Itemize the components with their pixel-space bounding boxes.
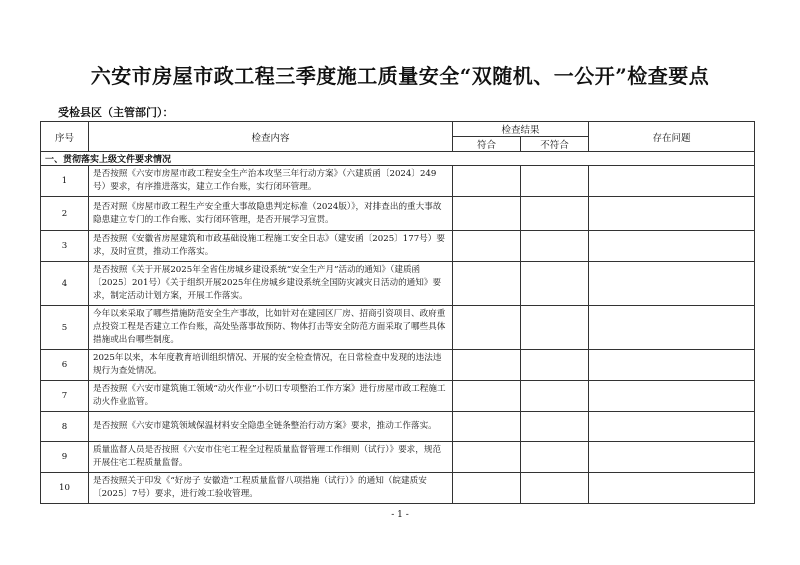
- table-row: [41, 231, 755, 262]
- issues-cell[interactable]: [589, 381, 755, 412]
- row-content: 是否按照关于印发《“好房子 安徽造”工程质量监督八项措施（试行）》的通知（皖建质安〔2025〕7号）要求，进行竣工验收管理。: [89, 473, 453, 504]
- row-number: 8: [41, 412, 89, 442]
- row-number: 9: [41, 442, 89, 473]
- conform-cell[interactable]: [453, 306, 521, 350]
- header-result: 检查结果: [453, 122, 589, 137]
- conform-cell[interactable]: [453, 473, 521, 504]
- nonconform-cell[interactable]: [521, 412, 589, 442]
- row-content: 是否按照《安徽省房屋建筑和市政基础设施工程施工安全日志》（建安函〔2025〕177号）要求，及时宣贯，推动工作落实。: [89, 231, 453, 262]
- issues-cell[interactable]: [589, 166, 755, 197]
- inspected-unit-label: 受检县区（主管部门）：: [58, 106, 174, 119]
- issues-cell[interactable]: [589, 350, 755, 381]
- nonconform-cell[interactable]: [521, 231, 589, 262]
- row-content: 是否按照《六安市建筑领域保温材料安全隐患全链条整治行动方案》要求，推动工作落实。: [89, 412, 453, 442]
- row-content: 质量监督人员是否按照《六安市住宅工程全过程质量监督管理工作细则（试行）》要求，规范开展住宅工程质量监督。: [89, 442, 453, 473]
- row-content: 今年以来采取了哪些措施防范安全生产事故，比如针对在建园区厂房、招商引资项目、政府重点投资工程是否建立工作台账，高处坠落事故预防、物体打击等安全防范方面采取了哪些具体措施或出台哪些制度。: [89, 306, 453, 350]
- header-nonconform: 不符合: [521, 137, 589, 152]
- conform-cell[interactable]: [453, 442, 521, 473]
- nonconform-cell[interactable]: [521, 473, 589, 504]
- nonconform-cell[interactable]: [521, 166, 589, 197]
- inspection-table: [40, 121, 755, 504]
- row-number: 6: [41, 350, 89, 381]
- nonconform-cell[interactable]: [521, 381, 589, 412]
- section-title: 一、贯彻落实上级文件要求情况: [41, 152, 755, 166]
- issues-cell[interactable]: [589, 442, 755, 473]
- row-content: 是否按照《六安市建筑施工领域“动火作业”小切口专项整治工作方案》进行房屋市政工程施工动火作业监管。: [89, 381, 453, 412]
- table-row: [41, 306, 755, 350]
- row-content: 是否按照《六安市房屋市政工程安全生产治本攻坚三年行动方案》（六建质函〔2024〕249号）要求，有序推进落实，建立工作台账，实行闭环管理。: [89, 166, 453, 197]
- row-number: 2: [41, 197, 89, 231]
- conform-cell[interactable]: [453, 262, 521, 306]
- table-row: [41, 166, 755, 197]
- conform-cell[interactable]: [453, 197, 521, 231]
- conform-cell[interactable]: [453, 166, 521, 197]
- table-row: [41, 350, 755, 381]
- header-no: 序号: [41, 122, 89, 152]
- issues-cell[interactable]: [589, 473, 755, 504]
- issues-cell[interactable]: [589, 231, 755, 262]
- table-row: [41, 442, 755, 473]
- nonconform-cell[interactable]: [521, 262, 589, 306]
- row-content: 是否对照《房屋市政工程生产安全重大事故隐患判定标准（2024版）》，对排查出的重大事故隐患建立专门的工作台账、实行闭环管理，是否开展学习宣贯。: [89, 197, 453, 231]
- header-conform: 符合: [453, 137, 521, 152]
- conform-cell[interactable]: [453, 381, 521, 412]
- issues-cell[interactable]: [589, 197, 755, 231]
- row-content: 是否按照《关于开展2025年全省住房城乡建设系统“安全生产月”活动的通知》（建质函〔2025〕201号）《关于组织开展2025年住房城乡建设系统全国防灾减灾日活动的通知》要求，制定活动计划方案，开展工作落实。: [89, 262, 453, 306]
- table-row: [41, 412, 755, 442]
- conform-cell[interactable]: [453, 231, 521, 262]
- row-number: 10: [41, 473, 89, 504]
- row-number: 4: [41, 262, 89, 306]
- page-number: - 1 -: [391, 510, 409, 520]
- row-number: 7: [41, 381, 89, 412]
- issues-cell[interactable]: [589, 306, 755, 350]
- table-row: [41, 473, 755, 504]
- issues-cell[interactable]: [589, 262, 755, 306]
- row-number: 5: [41, 306, 89, 350]
- nonconform-cell[interactable]: [521, 197, 589, 231]
- conform-cell[interactable]: [453, 350, 521, 381]
- nonconform-cell[interactable]: [521, 442, 589, 473]
- conform-cell[interactable]: [453, 412, 521, 442]
- row-number: 1: [41, 166, 89, 197]
- document-title: 六安市房屋市政工程三季度施工质量安全“双随机、一公开”检查要点: [90, 64, 710, 88]
- table-row: [41, 262, 755, 306]
- nonconform-cell[interactable]: [521, 350, 589, 381]
- table-row: [41, 381, 755, 412]
- row-content: 2025年以来，本年度教育培训组织情况、开展的安全检查情况，在日常检查中发现的违法违规行为查处情况。: [89, 350, 453, 381]
- header-issues: 存在问题: [589, 122, 755, 152]
- table-row: [41, 197, 755, 231]
- header-content: 检查内容: [89, 122, 453, 152]
- nonconform-cell[interactable]: [521, 306, 589, 350]
- issues-cell[interactable]: [589, 412, 755, 442]
- row-number: 3: [41, 231, 89, 262]
